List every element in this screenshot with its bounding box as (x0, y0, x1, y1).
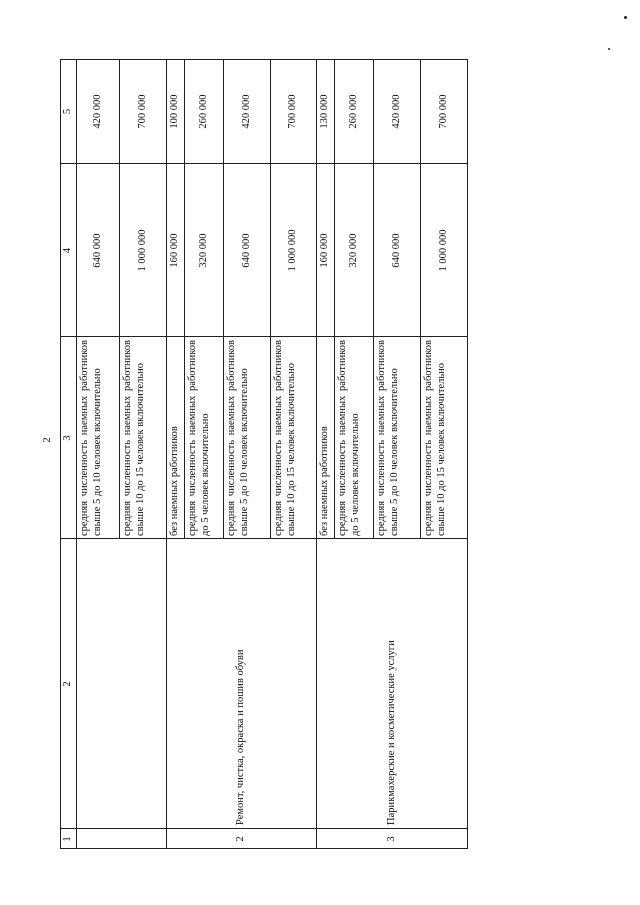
header-border (76, 59, 77, 849)
column-header-4: 4 (62, 247, 73, 254)
row-value-col4: 640 000 (240, 233, 252, 268)
rotated-table-sheet (60, 59, 540, 849)
group-border (166, 59, 167, 849)
column-border (60, 59, 467, 60)
column-border (60, 163, 467, 164)
row-border (119, 59, 120, 539)
row-border (270, 59, 271, 539)
row-value-col5: 260 000 (347, 94, 359, 129)
row-value-col5: 700 000 (287, 94, 298, 129)
row-border (334, 59, 335, 539)
row-value-col4: 320 000 (197, 233, 209, 268)
row-description: без наемных работников (169, 426, 180, 536)
column-header-3: 3 (62, 435, 73, 441)
column-header-1: 1 (62, 836, 73, 842)
row-value-col4: 160 000 (319, 233, 330, 268)
row-value-col4: 320 000 (347, 233, 359, 268)
row-value-col5: 420 000 (390, 94, 402, 129)
row-value-col5: 420 000 (240, 94, 252, 129)
row-description: средняя численность наемных работников свыше 10 до 15 человек включительно (423, 340, 447, 536)
row-description: средняя численность наемных работников свыше 10 до 15 человек включительно (273, 340, 297, 536)
row-value-col4: 1 000 000 (136, 229, 148, 272)
row-value-col5: 130 000 (319, 94, 330, 129)
row-description: средняя численность наемных работников свыше 5 до 10 человек включительно (376, 340, 400, 536)
scan-speck (608, 48, 610, 50)
column-header-5: 5 (62, 108, 73, 115)
group-number: 2 (235, 836, 246, 842)
row-description: средняя численность наемных работников свыше 10 до 15 человек включительно (122, 340, 146, 536)
row-value-col5: 700 000 (136, 94, 148, 129)
column-border (60, 336, 467, 337)
scan-speck (624, 16, 627, 19)
row-value-col5: 420 000 (91, 94, 103, 129)
row-description: без наемных работников (319, 426, 330, 536)
activity-name: Ремонт, чистка, окраска и пошив обуви (235, 649, 246, 825)
row-description: средняя численность наемных работников до 5 человек включительно (187, 340, 211, 536)
row-value-col5: 260 000 (197, 94, 209, 129)
row-border (184, 59, 185, 539)
group-border (316, 59, 317, 849)
group-border (467, 59, 468, 849)
activity-name (114, 543, 128, 825)
page-number: 2 (41, 437, 53, 443)
row-description: средняя численность наемных работников свыше 5 до 10 человек включительно (79, 340, 103, 536)
row-value-col4: 1 000 000 (287, 229, 298, 272)
group-number (114, 829, 128, 849)
row-border (223, 59, 224, 539)
row-description: средняя численность наемных работников свыше 5 до 10 человек включительно (226, 340, 250, 536)
activity-name: Парикмахерские и косметические услуги (385, 640, 397, 825)
row-value-col5: 100 000 (169, 94, 180, 129)
row-value-col5: 700 000 (437, 94, 449, 129)
row-value-col4: 640 000 (91, 233, 103, 268)
row-value-col4: 1 000 000 (437, 229, 449, 272)
row-value-col4: 160 000 (169, 233, 180, 268)
row-value-col4: 640 000 (390, 233, 402, 268)
column-border (60, 538, 467, 539)
tariff-table (60, 59, 540, 849)
row-border (373, 59, 374, 539)
group-number: 3 (385, 836, 397, 842)
row-border (420, 59, 421, 539)
row-description: средняя численность наемных работников до 5 человек включительно (337, 340, 361, 536)
column-header-2: 2 (62, 681, 73, 687)
